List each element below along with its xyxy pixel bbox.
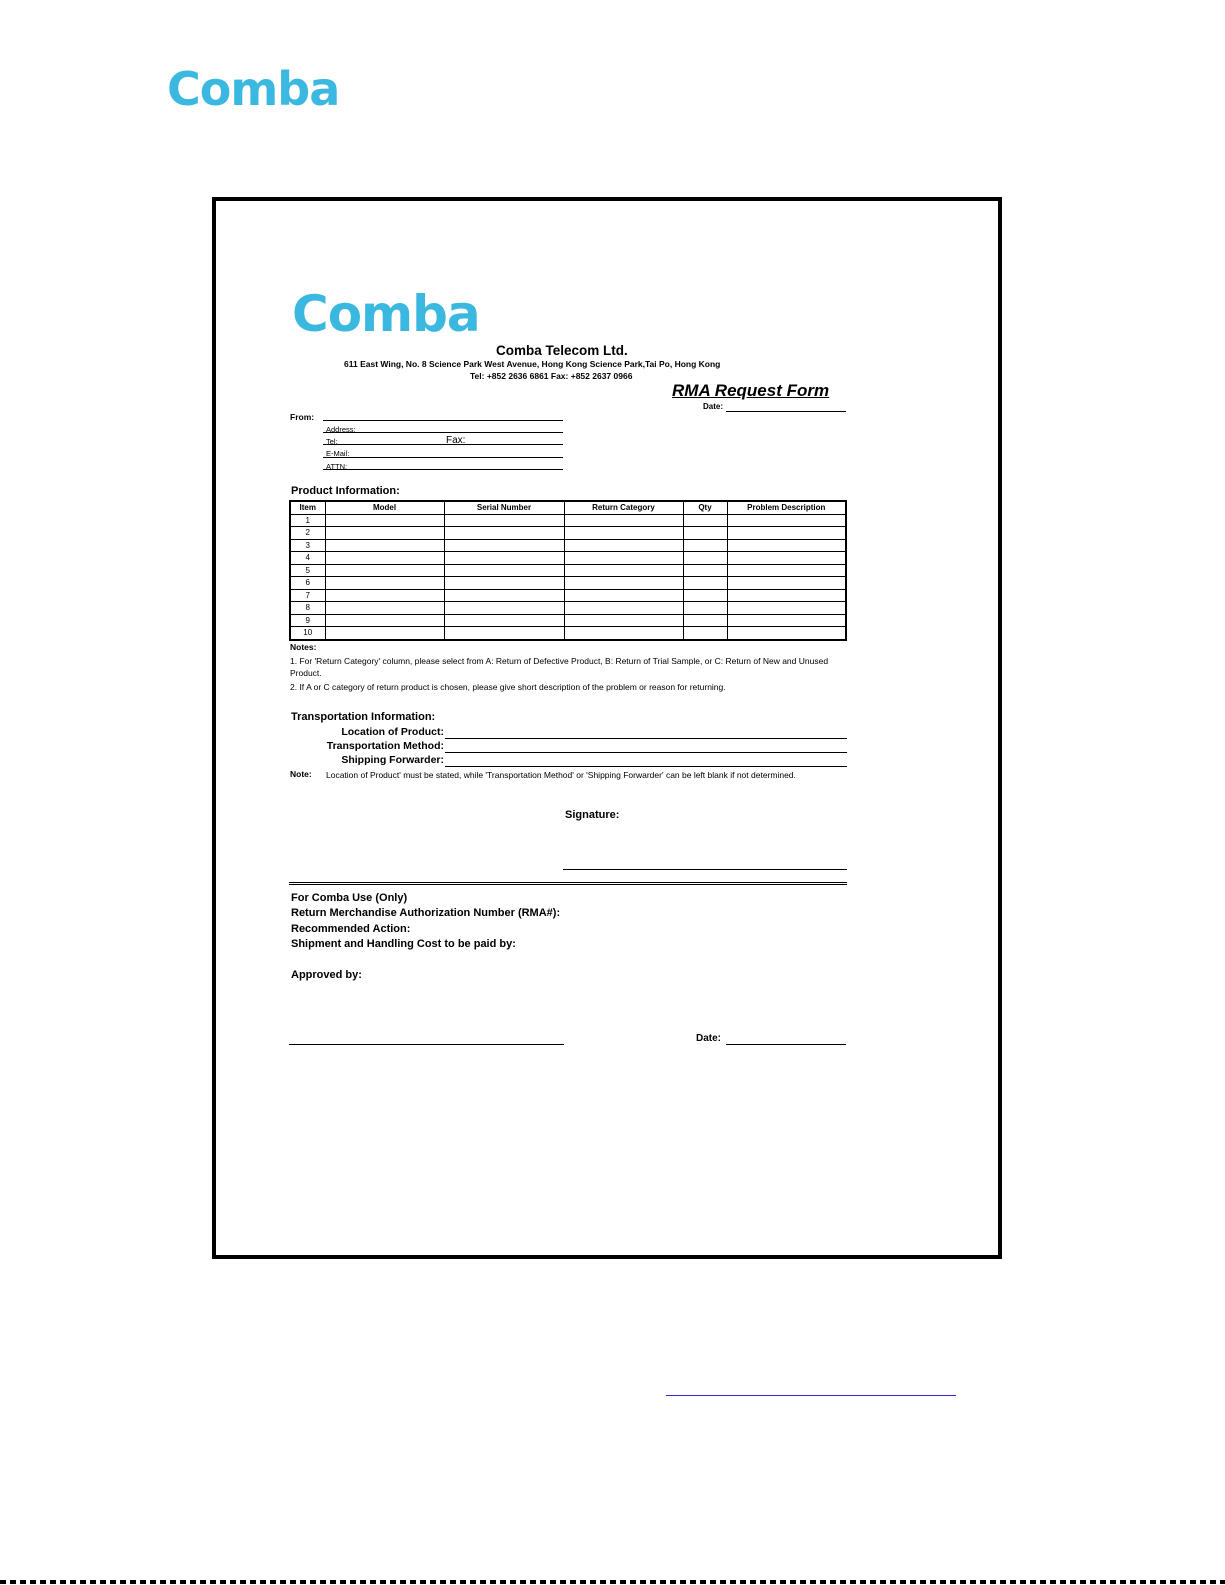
recommended-action-label: Recommended Action: [291, 923, 411, 935]
date-line[interactable] [726, 411, 846, 412]
cell[interactable] [325, 552, 444, 565]
table-header-row [290, 501, 846, 514]
cell[interactable] [727, 627, 846, 640]
cell[interactable] [564, 514, 683, 527]
cell[interactable] [683, 577, 727, 590]
approved-by-line[interactable] [289, 1044, 564, 1045]
cell[interactable] [727, 589, 846, 602]
cell[interactable] [444, 614, 564, 627]
cell[interactable] [683, 552, 727, 565]
table-row [290, 564, 846, 577]
company-name: Comba Telecom Ltd. [496, 343, 628, 358]
cell[interactable] [727, 602, 846, 615]
cell[interactable] [325, 527, 444, 540]
tel-line[interactable] [323, 444, 563, 445]
transport-note-label: Note: [290, 769, 312, 779]
cell[interactable] [564, 539, 683, 552]
cell[interactable] [325, 564, 444, 577]
cell[interactable] [727, 564, 846, 577]
company-address: 611 East Wing, No. 8 Science Park West Avenue, Hong Kong Science Park,Tai Po, Hong Kong [344, 359, 721, 369]
item-number: 3 [290, 539, 325, 552]
col-problem: Problem Description [727, 501, 846, 514]
notes-title: Notes: [290, 642, 317, 652]
table-row [290, 527, 846, 540]
col-model: Model [325, 501, 444, 514]
cell[interactable] [727, 577, 846, 590]
cell[interactable] [325, 602, 444, 615]
attn-line[interactable] [323, 469, 563, 470]
location-line[interactable] [445, 738, 847, 739]
signature-line[interactable] [563, 869, 847, 870]
divider [289, 882, 847, 889]
cell[interactable] [444, 514, 564, 527]
cell[interactable] [727, 527, 846, 540]
cell[interactable] [564, 589, 683, 602]
cell[interactable] [444, 527, 564, 540]
cell[interactable] [683, 514, 727, 527]
address-line[interactable] [323, 432, 563, 433]
cell[interactable] [564, 614, 683, 627]
table-row [290, 552, 846, 565]
cell[interactable] [683, 564, 727, 577]
cell[interactable] [564, 552, 683, 565]
approved-by-label: Approved by: [291, 969, 362, 981]
item-number: 10 [290, 627, 325, 640]
email-line[interactable] [323, 457, 563, 458]
cell[interactable] [564, 527, 683, 540]
item-number: 4 [290, 552, 325, 565]
cell[interactable] [683, 614, 727, 627]
item-number: 8 [290, 602, 325, 615]
cell[interactable] [683, 627, 727, 640]
cell[interactable] [325, 577, 444, 590]
method-label: Transportation Method: [326, 740, 444, 752]
table-row [290, 627, 846, 640]
cell[interactable] [325, 514, 444, 527]
col-serial: Serial Number [444, 501, 564, 514]
col-item: Item [290, 501, 325, 514]
cell[interactable] [564, 627, 683, 640]
form-title: RMA Request Form [672, 381, 830, 400]
note-1: 1. For 'Return Category' column, please select from A: Return of Defective Product, B: Return of Trial Sample, or C: Return of New and Unused Product. [290, 656, 829, 678]
cell[interactable] [683, 539, 727, 552]
rma-number-label: Return Merchandise Authorization Number (RMA#): [291, 907, 561, 919]
cell[interactable] [325, 614, 444, 627]
attn-field-label: ATTN: [326, 462, 348, 471]
cell[interactable] [683, 527, 727, 540]
item-number: 5 [290, 564, 325, 577]
cell[interactable] [444, 552, 564, 565]
method-line[interactable] [445, 752, 847, 753]
item-number: 2 [290, 527, 325, 540]
cell[interactable] [444, 577, 564, 590]
comba-logo: Comba [167, 62, 340, 116]
fax-field-label: Fax: [446, 435, 466, 446]
cell[interactable] [727, 614, 846, 627]
from-label: From: [290, 412, 315, 422]
item-number: 1 [290, 514, 325, 527]
table-row [290, 514, 846, 527]
cell[interactable] [444, 589, 564, 602]
approval-date-label: Date: [696, 1033, 722, 1044]
product-info-heading: Product Information: [291, 485, 400, 497]
table-row [290, 589, 846, 602]
forwarder-label: Shipping Forwarder: [341, 754, 444, 766]
company-tel-fax: Tel: +852 2636 6861 Fax: +852 2637 0966 [470, 371, 633, 381]
cell[interactable] [325, 589, 444, 602]
footer-link[interactable] [666, 1394, 956, 1396]
table-row [290, 602, 846, 615]
cell[interactable] [683, 602, 727, 615]
product-table [289, 500, 847, 641]
cell[interactable] [444, 627, 564, 640]
col-return-category: Return Category [564, 501, 683, 514]
from-line[interactable] [323, 420, 563, 421]
transport-note: Location of Product' must be stated, while 'Transportation Method' or 'Shipping Forwarder' can be left blank if not determined. [326, 770, 796, 780]
comba-use-heading: For Comba Use (Only) [291, 892, 408, 904]
cell[interactable] [683, 589, 727, 602]
cell[interactable] [444, 564, 564, 577]
cell[interactable] [727, 514, 846, 527]
item-number: 6 [290, 577, 325, 590]
location-label: Location of Product: [341, 726, 444, 738]
cell[interactable] [444, 602, 564, 615]
table-row [290, 614, 846, 627]
cell[interactable] [564, 564, 683, 577]
page-bottom-dashes [0, 1580, 1225, 1584]
item-number: 7 [290, 589, 325, 602]
col-qty: Qty [683, 501, 727, 514]
item-number: 9 [290, 614, 325, 627]
table-row [290, 577, 846, 590]
cell[interactable] [325, 539, 444, 552]
rma-form-frame [212, 197, 1002, 1259]
address-field-label: Address: [326, 425, 356, 434]
signature-label: Signature: [565, 809, 620, 821]
cell[interactable] [564, 602, 683, 615]
approval-date-line[interactable] [726, 1044, 846, 1045]
email-field-label: E-Mail: [326, 449, 350, 458]
transport-info-heading: Transportation Information: [291, 711, 436, 723]
cell[interactable] [325, 627, 444, 640]
cell[interactable] [444, 539, 564, 552]
shipment-cost-label: Shipment and Handling Cost to be paid by: [291, 938, 516, 950]
cell[interactable] [727, 539, 846, 552]
form-comba-logo: Comba [292, 285, 480, 343]
date-label: Date: [703, 402, 724, 411]
table-row [290, 539, 846, 552]
forwarder-line[interactable] [445, 766, 847, 767]
note-2: 2. If A or C category of return product is chosen, please give short description of the problem or reason for returning. [290, 682, 726, 692]
tel-field-label: Tel: [326, 437, 338, 446]
cell[interactable] [727, 552, 846, 565]
cell[interactable] [564, 577, 683, 590]
